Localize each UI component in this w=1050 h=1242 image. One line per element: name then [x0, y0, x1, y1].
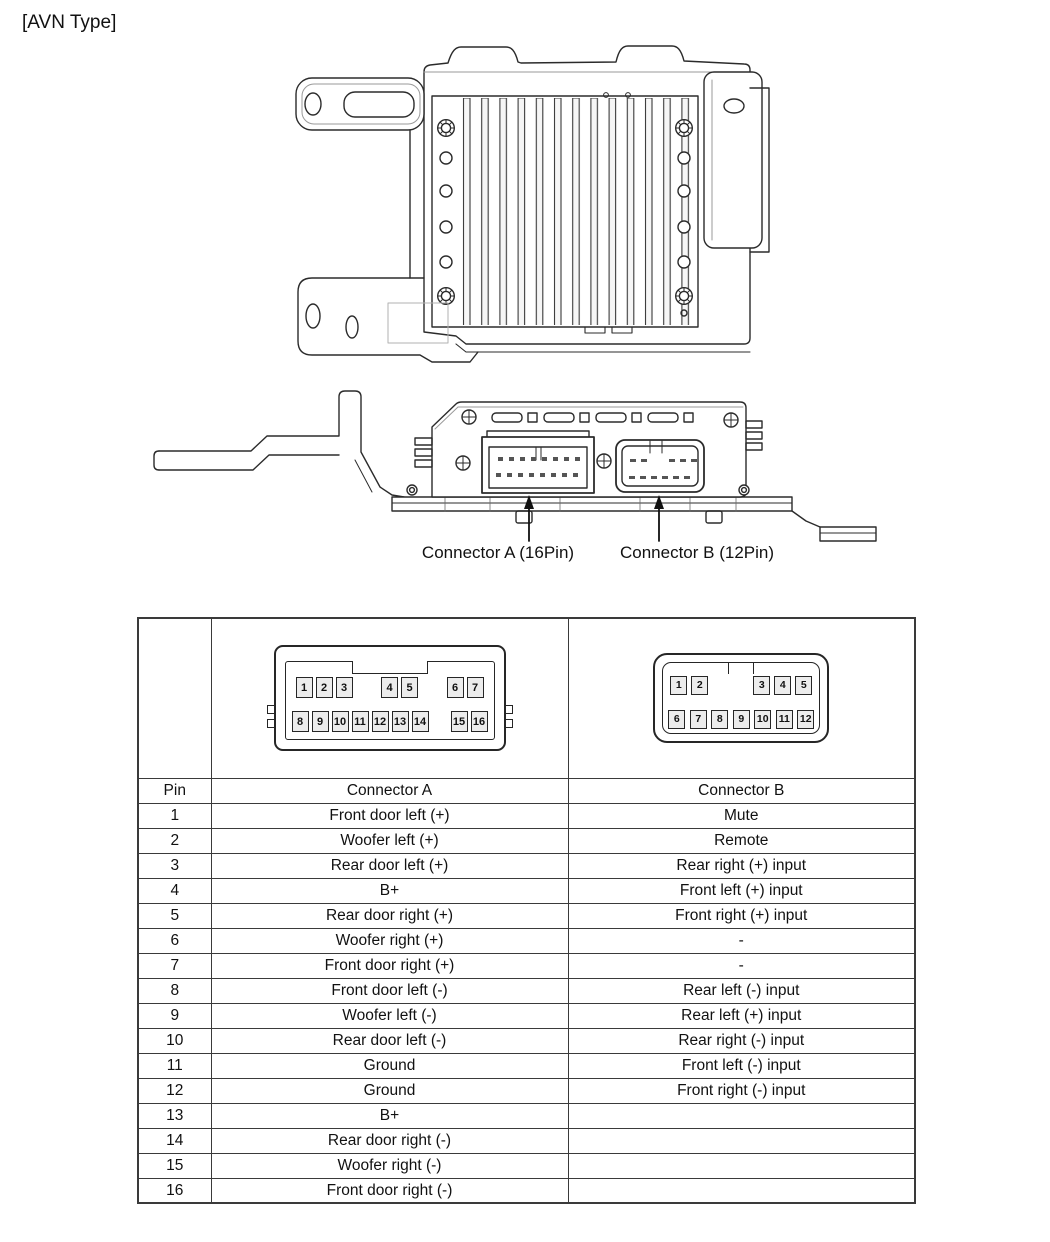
bolt-icon [739, 485, 749, 495]
table-row [138, 978, 915, 1003]
pin-9-box: 9 [733, 710, 750, 729]
pin-2-box: 2 [316, 677, 333, 698]
pin-number-cell: 13 [138, 1103, 211, 1128]
table-row [138, 1003, 915, 1028]
connector-a-cell: B+ [211, 878, 568, 903]
amplifier-top-view-drawing [270, 40, 775, 370]
table-row [138, 1103, 915, 1128]
pin-2-box: 2 [691, 676, 708, 695]
connector-b-cell [568, 1128, 915, 1153]
pin-row [670, 676, 812, 695]
connector-a-label: Connector A (16Pin) [421, 543, 575, 562]
connector-b-cell: - [568, 953, 915, 978]
connector-b-cell: Mute [568, 803, 915, 828]
table-row [138, 1053, 915, 1078]
hole-icon [440, 256, 452, 268]
table-row [138, 803, 915, 828]
table-row [138, 853, 915, 878]
connector-a-cell: Front door left (-) [211, 978, 568, 1003]
amplifier-side-view-drawing [150, 388, 890, 565]
pin-15-box: 15 [451, 711, 468, 732]
connector-a-face-diagram [274, 645, 506, 751]
pin-13-box: 13 [392, 711, 409, 732]
table-row [138, 1078, 915, 1103]
pin-number-cell: 7 [138, 953, 211, 978]
connector-b-cell: Rear right (+) input [568, 853, 915, 878]
pin-group [753, 676, 812, 695]
bracket-hole-icon [346, 316, 358, 338]
hole-icon [678, 256, 690, 268]
connector-a-cell: Ground [211, 1078, 568, 1103]
bolt-icon [407, 485, 417, 495]
pin-row [668, 710, 814, 729]
pin-number-cell: 1 [138, 803, 211, 828]
table-header-row [138, 778, 915, 803]
connector-a-cell: Rear door left (-) [211, 1028, 568, 1053]
connector-diagram-row [138, 618, 915, 778]
pin-number-cell: 15 [138, 1153, 211, 1178]
hole-icon [440, 152, 452, 164]
pin-column-header: Pin [138, 778, 211, 803]
connector-b-cell: Rear right (-) input [568, 1028, 915, 1053]
pin-12-box: 12 [797, 710, 814, 729]
pinout-table [137, 617, 916, 1204]
mounting-foot [706, 511, 722, 523]
pin-number-cell: 3 [138, 853, 211, 878]
table-row [138, 903, 915, 928]
pin-number-cell: 6 [138, 928, 211, 953]
heatsink [432, 93, 698, 333]
pin-9-box: 9 [312, 711, 329, 732]
connector-a-cell: Woofer left (-) [211, 1003, 568, 1028]
pin-6-box: 6 [447, 677, 464, 698]
connector-a-cell: Front door left (+) [211, 803, 568, 828]
connector-face-latch [728, 662, 754, 674]
connector-b-cell [568, 1178, 915, 1203]
pin-12-box: 12 [372, 711, 389, 732]
connector-a-cell: Front door right (+) [211, 953, 568, 978]
pin-8-box: 8 [711, 710, 728, 729]
pin-number-cell: 16 [138, 1178, 211, 1203]
pin-10-box: 10 [332, 711, 349, 732]
table-row [138, 928, 915, 953]
pin-5-box: 5 [401, 677, 418, 698]
hole-icon [678, 185, 690, 197]
connector-face-notch [505, 719, 513, 728]
pinout-table-body [138, 618, 915, 1203]
pin-1-box: 1 [670, 676, 687, 695]
pin-7-box: 7 [467, 677, 484, 698]
pin-number-cell: 4 [138, 878, 211, 903]
pin-14-box: 14 [412, 711, 429, 732]
heatsink-fin [415, 460, 432, 467]
pin-group [668, 710, 814, 729]
heatsink-fin [746, 432, 762, 439]
heatsink-fins [462, 98, 696, 325]
connector-b-cell [568, 1103, 915, 1128]
connector-a-socket [482, 431, 594, 493]
pin-number-cell: 10 [138, 1028, 211, 1053]
connector-a-cell: Rear door right (+) [211, 903, 568, 928]
connector-b-cell: Rear left (+) input [568, 1003, 915, 1028]
hole-icon [440, 221, 452, 233]
hole-icon [678, 152, 690, 164]
connector-b-cell: Front left (+) input [568, 878, 915, 903]
table-row [138, 953, 915, 978]
connector-a-cell: Rear door left (+) [211, 853, 568, 878]
heatsink-fin [746, 443, 762, 450]
screw-icon [676, 120, 693, 137]
pin-number-cell: 14 [138, 1128, 211, 1153]
pin-6-box: 6 [668, 710, 685, 729]
right-mounting-bracket [704, 72, 769, 252]
pin-4-box: 4 [774, 676, 791, 695]
connector-a-cell: Front door right (-) [211, 1178, 568, 1203]
connector-b-cell: Front left (-) input [568, 1053, 915, 1078]
hole-icon [678, 221, 690, 233]
table-row [138, 1028, 915, 1053]
connector-b-face-diagram [653, 653, 829, 743]
screw-icon [438, 120, 455, 137]
hole-icon [440, 185, 452, 197]
connector-face-notch [267, 705, 275, 714]
pin-group [292, 711, 429, 732]
heatsink-fin [415, 449, 432, 456]
pin-10-box: 10 [754, 710, 771, 729]
pin-row [292, 711, 488, 732]
screw-icon [676, 288, 693, 305]
connector-b-cell: Front right (+) input [568, 903, 915, 928]
connector-a-cell: Woofer right (+) [211, 928, 568, 953]
connector-face-notch [505, 705, 513, 714]
connector-a-cell: Ground [211, 1053, 568, 1078]
connector-a-cell: Rear door right (-) [211, 1128, 568, 1153]
pin-number-cell: 11 [138, 1053, 211, 1078]
pin-3-box: 3 [753, 676, 770, 695]
pin-5-box: 5 [795, 676, 812, 695]
pin-number-cell: 8 [138, 978, 211, 1003]
pin-7-box: 7 [690, 710, 707, 729]
connector-a-diagram-cell [211, 618, 568, 778]
connector-b-cell: Front right (-) input [568, 1078, 915, 1103]
connector-b-label: Connector B (12Pin) [619, 543, 775, 562]
table-row [138, 1128, 915, 1153]
pin-row [296, 677, 484, 698]
table-row [138, 1153, 915, 1178]
screw-icon [438, 288, 455, 305]
screw-icon [456, 456, 470, 470]
bracket-hole-icon [306, 304, 320, 328]
pin-8-box: 8 [292, 711, 309, 732]
pin-group [447, 677, 484, 698]
connector-a-column-header: Connector A [211, 778, 568, 803]
pin-number-cell: 2 [138, 828, 211, 853]
connector-b-cell [568, 1153, 915, 1178]
pin-group [296, 677, 353, 698]
connector-face-notch [267, 719, 275, 728]
heatsink-fin [415, 438, 432, 445]
pin-11-box: 11 [352, 711, 369, 732]
connector-a-cell: Woofer left (+) [211, 828, 568, 853]
table-row [138, 1178, 915, 1203]
connector-a-cell: Woofer right (-) [211, 1153, 568, 1178]
pin-4-box: 4 [381, 677, 398, 698]
pin-number-cell: 9 [138, 1003, 211, 1028]
diagram-pin-cell [138, 618, 211, 778]
connector-b-cell: - [568, 928, 915, 953]
pin-number-cell: 5 [138, 903, 211, 928]
connector-b-column-header: Connector B [568, 778, 915, 803]
right-foot-plate [820, 527, 876, 541]
connector-b-diagram-cell [568, 618, 915, 778]
connector-a-cell: B+ [211, 1103, 568, 1128]
left-bracket-arm [154, 391, 404, 497]
heatsink-fin [746, 421, 762, 428]
table-row [138, 878, 915, 903]
screw-icon [462, 410, 476, 424]
connector-face-latch [352, 661, 428, 674]
pin-16-box: 16 [471, 711, 488, 732]
page-title: [AVN Type] [22, 12, 117, 33]
pin-11-box: 11 [776, 710, 793, 729]
connector-b-socket [616, 440, 704, 492]
pin-1-box: 1 [296, 677, 313, 698]
pin-3-box: 3 [336, 677, 353, 698]
connector-b-cell: Rear left (-) input [568, 978, 915, 1003]
screw-icon [724, 413, 738, 427]
table-row [138, 828, 915, 853]
connector-b-cell: Remote [568, 828, 915, 853]
pin-number-cell: 12 [138, 1078, 211, 1103]
pin-group [381, 677, 418, 698]
pin-group [670, 676, 708, 695]
screw-icon [597, 454, 611, 468]
pin-group [451, 711, 488, 732]
base-plate [392, 497, 876, 541]
